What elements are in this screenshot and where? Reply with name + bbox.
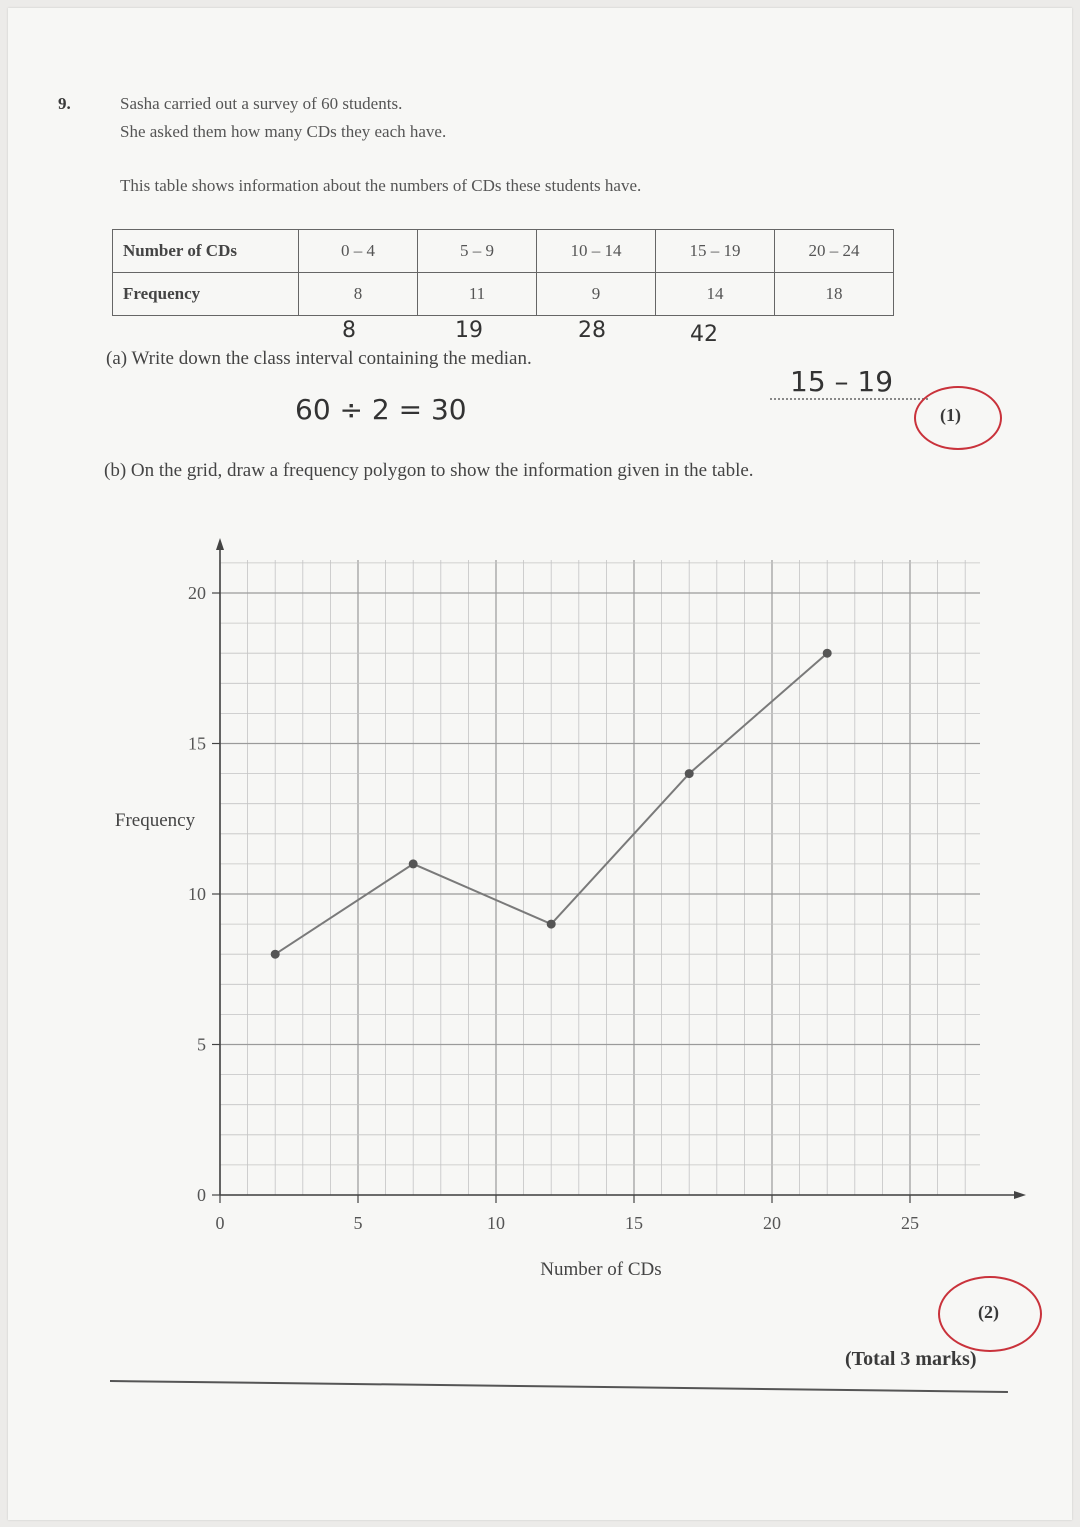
table-cell: 14 (656, 273, 775, 316)
handwritten-cumulative: 28 (578, 318, 606, 343)
y-axis-arrow (216, 538, 224, 550)
y-tick-label: 15 (188, 733, 206, 754)
x-tick-label: 15 (625, 1213, 643, 1233)
data-point (685, 769, 694, 778)
total-marks: (Total 3 marks) (845, 1348, 977, 1370)
data-point (271, 950, 280, 959)
handwritten-cumulative: 42 (690, 322, 718, 347)
table-cell: 0 – 4 (299, 230, 418, 273)
table-cell: 5 – 9 (418, 230, 537, 273)
x-tick-label: 10 (487, 1213, 505, 1233)
part-b-question: (b) On the grid, draw a frequency polygon to show the information given in the table. (104, 460, 754, 481)
x-tick-label: 5 (353, 1213, 363, 1233)
x-tick-label: 20 (763, 1213, 781, 1233)
table-row-header: Number of CDs (113, 230, 299, 273)
x-axis-label: Number of CDs (540, 1259, 662, 1280)
handwritten-answer: 15 – 19 (790, 365, 894, 398)
y-axis-label: Frequency (114, 810, 196, 831)
y-tick-label: 20 (188, 583, 206, 603)
table-cell: 20 – 24 (775, 230, 894, 273)
chart-axes (216, 538, 1026, 1199)
handwritten-working: 60 ÷ 2 = 30 (295, 393, 467, 426)
x-axis-arrow (1014, 1191, 1026, 1199)
handwritten-cumulative: 8 (342, 318, 356, 343)
table-intro: This table shows information about the numbers of CDs these students have. (120, 176, 642, 195)
part-b-mark: (2) (978, 1302, 999, 1322)
part-a-mark: (1) (940, 405, 961, 425)
x-tick-label: 0 (215, 1213, 225, 1233)
intro-line-1: Sasha carried out a survey of 60 students. (120, 94, 403, 113)
data-point (823, 649, 832, 658)
table-row-header: Frequency (113, 273, 299, 316)
handwritten-cumulative: 19 (455, 318, 483, 343)
chart-ticks (188, 583, 919, 1233)
part-a-question: (a) Write down the class interval containing the median. (106, 348, 532, 369)
data-point (547, 920, 556, 929)
table-cell: 11 (418, 273, 537, 316)
table-cell: 18 (775, 273, 894, 316)
table-cell: 10 – 14 (537, 230, 656, 273)
y-tick-label: 5 (197, 1034, 206, 1055)
question-number: 9. (58, 94, 71, 113)
y-tick-label: 10 (188, 884, 206, 904)
table-cell: 8 (299, 273, 418, 316)
y-tick-label: 0 (197, 1185, 206, 1205)
intro-line-2: She asked them how many CDs they each have. (120, 122, 447, 141)
table-cell: 15 – 19 (656, 230, 775, 273)
table-cell: 9 (537, 273, 656, 316)
chart-grid (220, 560, 980, 1195)
data-point (409, 859, 418, 868)
x-tick-label: 25 (901, 1213, 919, 1233)
